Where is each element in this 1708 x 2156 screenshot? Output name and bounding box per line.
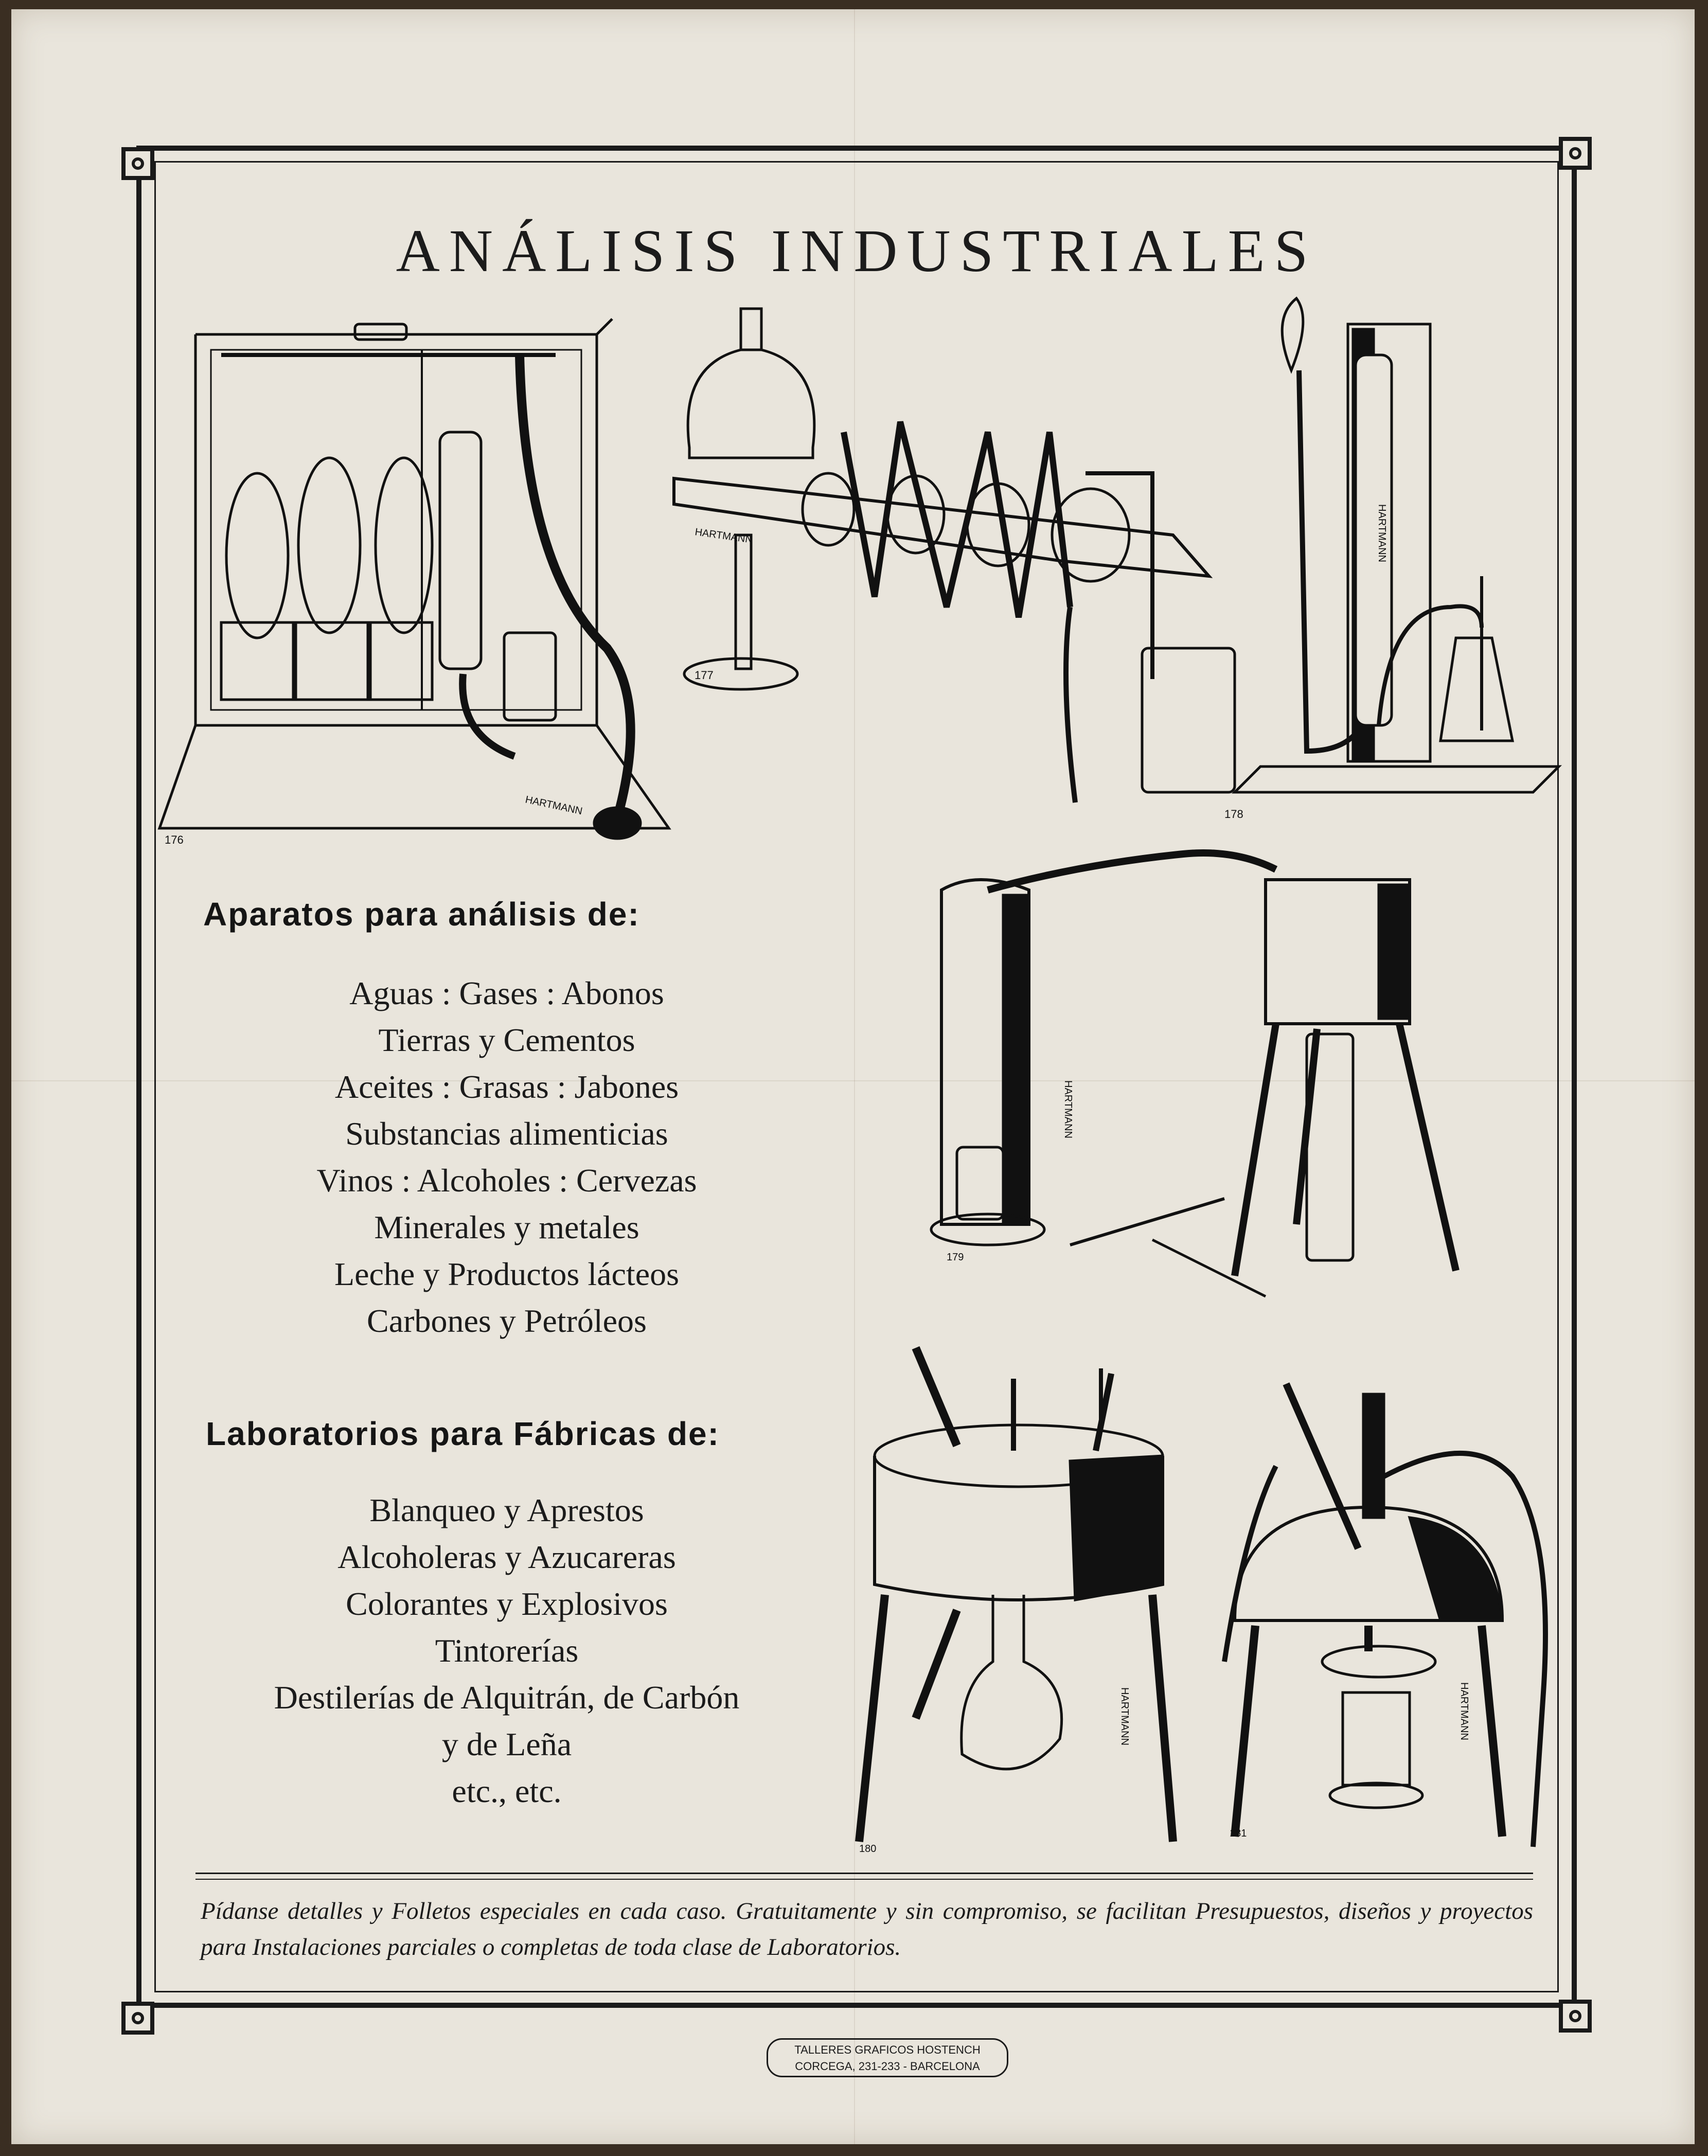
list-item: Aceites : Grasas : Jabones	[334, 1068, 679, 1105]
figure-181-dome-apparatus	[1214, 1374, 1549, 1847]
list-item: Destilerías de Alquitrán, de Carbón	[274, 1679, 740, 1716]
list-item: Vinos : Alcoholes : Cervezas	[316, 1162, 697, 1199]
figure-179-maker: HARTMANN	[1062, 1080, 1074, 1138]
list-item: Minerales y metales	[374, 1209, 639, 1245]
corner-ornament-top-right	[1559, 137, 1592, 170]
figure-180-water-bath	[854, 1327, 1183, 1857]
figure-179-number: 179	[947, 1252, 964, 1263]
list-item: Carbones y Petróleos	[367, 1303, 647, 1339]
list-item: etc., etc.	[452, 1773, 562, 1809]
page-title: ANÁLISIS INDUSTRIALES	[396, 217, 1318, 284]
figure-181-number: 181	[1230, 1828, 1247, 1839]
section-heading-apparatus: Aparatos para análisis de:	[203, 896, 640, 933]
list-item: Tintorerías	[435, 1632, 579, 1669]
printer-imprint	[767, 2038, 1008, 2077]
footer-note: Pídanse detalles y Folletos especiales en cada caso. Gratuitamente y sin compromiso, se facilitan Presupuestos, diseños y proyectos para Instalaciones parciales o completas de toda clase de Laboratorios.	[201, 1898, 1533, 1961]
corner-ornament-top-left	[121, 147, 154, 180]
figure-178-burette-stand	[1214, 288, 1564, 823]
printer-address: CORCEGA, 231-233 - BARCELONA	[795, 2060, 980, 2073]
list-item: Aguas : Gases : Abonos	[349, 975, 664, 1011]
figure-176-gas-apparatus	[154, 314, 669, 846]
figure-177-maker: HARTMANN	[694, 526, 754, 546]
list-item: y de Leña	[441, 1726, 572, 1762]
corner-ornament-bottom-right	[1559, 2000, 1592, 2033]
figure-181-maker: HARTMANN	[1458, 1682, 1470, 1740]
figure-176-number: 176	[165, 833, 184, 846]
figure-178-number: 178	[1224, 808, 1243, 821]
printer-name: TALLERES GRAFICOS HOSTENCH	[794, 2043, 981, 2056]
figure-178-maker: HARTMANN	[1376, 504, 1387, 562]
figure-180-maker: HARTMANN	[1119, 1687, 1130, 1745]
footer-divider-thin	[195, 1879, 1533, 1880]
corner-ornament-bottom-left	[121, 2002, 154, 2035]
footer-divider	[195, 1873, 1533, 1874]
list-item: Colorantes y Explosivos	[346, 1585, 668, 1622]
list-item: Leche y Productos lácteos	[334, 1256, 679, 1292]
list-item: Substancias alimenticias	[345, 1115, 668, 1152]
list-item: Tierras y Cementos	[378, 1022, 635, 1058]
figure-177-absorption-train	[659, 288, 1255, 823]
figure-177-number: 177	[695, 669, 714, 682]
laboratories-list	[185, 1487, 828, 1814]
section-heading-laboratories: Laboratorios para Fábricas de:	[206, 1415, 720, 1452]
apparatus-list	[185, 970, 828, 1344]
figure-179-distillation	[926, 839, 1471, 1312]
list-item: Blanqueo y Aprestos	[369, 1492, 644, 1528]
list-item: Alcoholeras y Azucareras	[337, 1539, 676, 1575]
figure-176-maker: HARTMANN	[524, 794, 584, 817]
figure-180-number: 180	[859, 1843, 877, 1855]
